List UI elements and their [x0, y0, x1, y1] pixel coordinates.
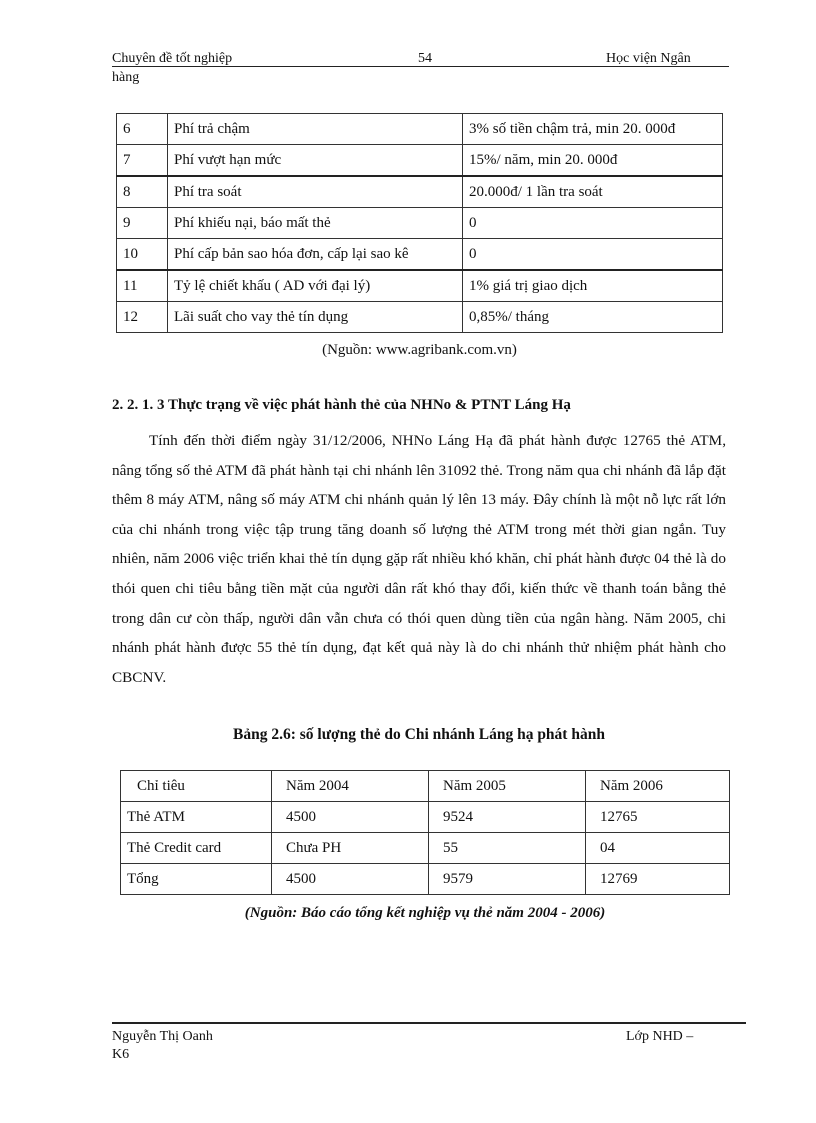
fee-cell-item: Phí khiếu nại, báo mất thẻ: [168, 208, 463, 239]
table-header-row: [121, 771, 730, 802]
table-row: [117, 302, 723, 333]
fee-cell-value: 3% số tiền chậm trả, min 20. 000đ: [463, 114, 723, 145]
header-right: Học viện Ngân: [606, 51, 691, 66]
table-cell: 12769: [586, 864, 730, 895]
section-heading: 2. 2. 1. 3 Thực trạng về việc phát hành thẻ của NHNo & PTNT Láng Hạ: [112, 397, 571, 413]
fee-cell-value: 0: [463, 239, 723, 271]
fee-cell-no: 7: [117, 145, 168, 177]
table-row: [117, 145, 723, 177]
stat-table-source: (Nguồn: Báo cáo tổng kết nghiệp vụ thẻ năm 2004 - 2006): [244, 905, 606, 921]
table-row: [121, 864, 730, 895]
table-row: [117, 239, 723, 271]
footer-right: Lớp NHD –: [626, 1029, 694, 1044]
column-header: Năm 2004: [272, 771, 429, 802]
card-stats-table: [120, 770, 730, 895]
fee-cell-item: Phí trả chậm: [168, 114, 463, 145]
table-row: [117, 270, 723, 302]
fee-cell-item: Phí tra soát: [168, 176, 463, 208]
table-cell: 04: [586, 833, 730, 864]
table-cell: 12765: [586, 802, 730, 833]
table-cell: 9524: [429, 802, 586, 833]
header-right-wrap: hàng: [112, 70, 140, 85]
table-cell: Chưa PH: [272, 833, 429, 864]
header-rule: [112, 66, 729, 67]
column-header: Năm 2005: [429, 771, 586, 802]
table-row: [121, 833, 730, 864]
row-label: Tổng: [121, 864, 272, 895]
fee-cell-no: 9: [117, 208, 168, 239]
fee-cell-no: 8: [117, 176, 168, 208]
table-cell: 4500: [272, 864, 429, 895]
paragraph-text: Tính đến thời điểm ngày 31/12/2006, NHNo Láng Hạ đã phát hành được 12765 thẻ ATM, nâng tổng số thẻ ATM đã phát hành tại chi nhánh lên 31092 thẻ. Trong năm qua chi nhánh đã lắp đặt thêm 8 máy ATM, nâng số máy ATM chi nhánh quản lý lên 13 máy. Đây chính là một nỗ lực rất lớn của chi nhánh trong việc tập trung tăng doanh số lượng thẻ ATM trong mét thời gian ngắn. Tuy nhiên, năm 2006 việc triển khai thẻ tín dụng gặp rất nhiều khó khăn, chỉ phát hành được 04 thẻ là do thói quen chi tiêu bằng tiền mặt của người dân rất khó thay đổi, kiến thức về thanh toán bằng thẻ trong dân cư còn thấp, người dân vẫn chưa có thói quen dùng tiền của ngân hàng. Năm 2005, chi nhánh phát hành được 55 thẻ tín dụng, đạt kết quả này là do chi nhánh thử nhiệm phát hành cho CBCNV.: [112, 432, 726, 686]
column-header: Chỉ tiêu: [121, 771, 272, 802]
fee-cell-item: Phí vượt hạn mức: [168, 145, 463, 177]
fee-table: [116, 113, 723, 333]
fee-cell-item: Tỷ lệ chiết khấu ( AD với đại lý): [168, 270, 463, 302]
row-label: Thẻ ATM: [121, 802, 272, 833]
row-label: Thẻ Credit card: [121, 833, 272, 864]
fee-cell-no: 11: [117, 270, 168, 302]
fee-cell-no: 6: [117, 114, 168, 145]
table-row: [117, 208, 723, 239]
fee-cell-value: 1% giá trị giao dịch: [463, 270, 723, 302]
table-caption: Bảng 2.6: số lượng thẻ do Chi nhánh Láng hạ phát hành: [233, 726, 605, 743]
fee-table-source: (Nguồn: www.agribank.com.vn): [322, 342, 517, 358]
column-header: Năm 2006: [586, 771, 730, 802]
table-row: [121, 802, 730, 833]
table-row: [117, 176, 723, 208]
fee-cell-no: 10: [117, 239, 168, 271]
table-row: [117, 114, 723, 145]
fee-cell-item: Phí cấp bản sao hóa đơn, cấp lại sao kê: [168, 239, 463, 271]
table-cell: 4500: [272, 802, 429, 833]
table-cell: 55: [429, 833, 586, 864]
fee-cell-no: 12: [117, 302, 168, 333]
fee-cell-value: 0: [463, 208, 723, 239]
page-number: 54: [418, 51, 432, 66]
fee-cell-item: Lãi suất cho vay thẻ tín dụng: [168, 302, 463, 333]
header-left: Chuyên đề tốt nghiệp: [112, 51, 233, 66]
body-paragraph: [112, 426, 726, 692]
fee-cell-value: 20.000đ/ 1 lần tra soát: [463, 176, 723, 208]
table-cell: 9579: [429, 864, 586, 895]
footer-left: Nguyễn Thị Oanh: [112, 1029, 213, 1044]
fee-cell-value: 0,85%/ tháng: [463, 302, 723, 333]
footer-rule: [112, 1022, 746, 1024]
fee-cell-value: 15%/ năm, min 20. 000đ: [463, 145, 723, 177]
footer-left-wrap: K6: [112, 1047, 130, 1062]
